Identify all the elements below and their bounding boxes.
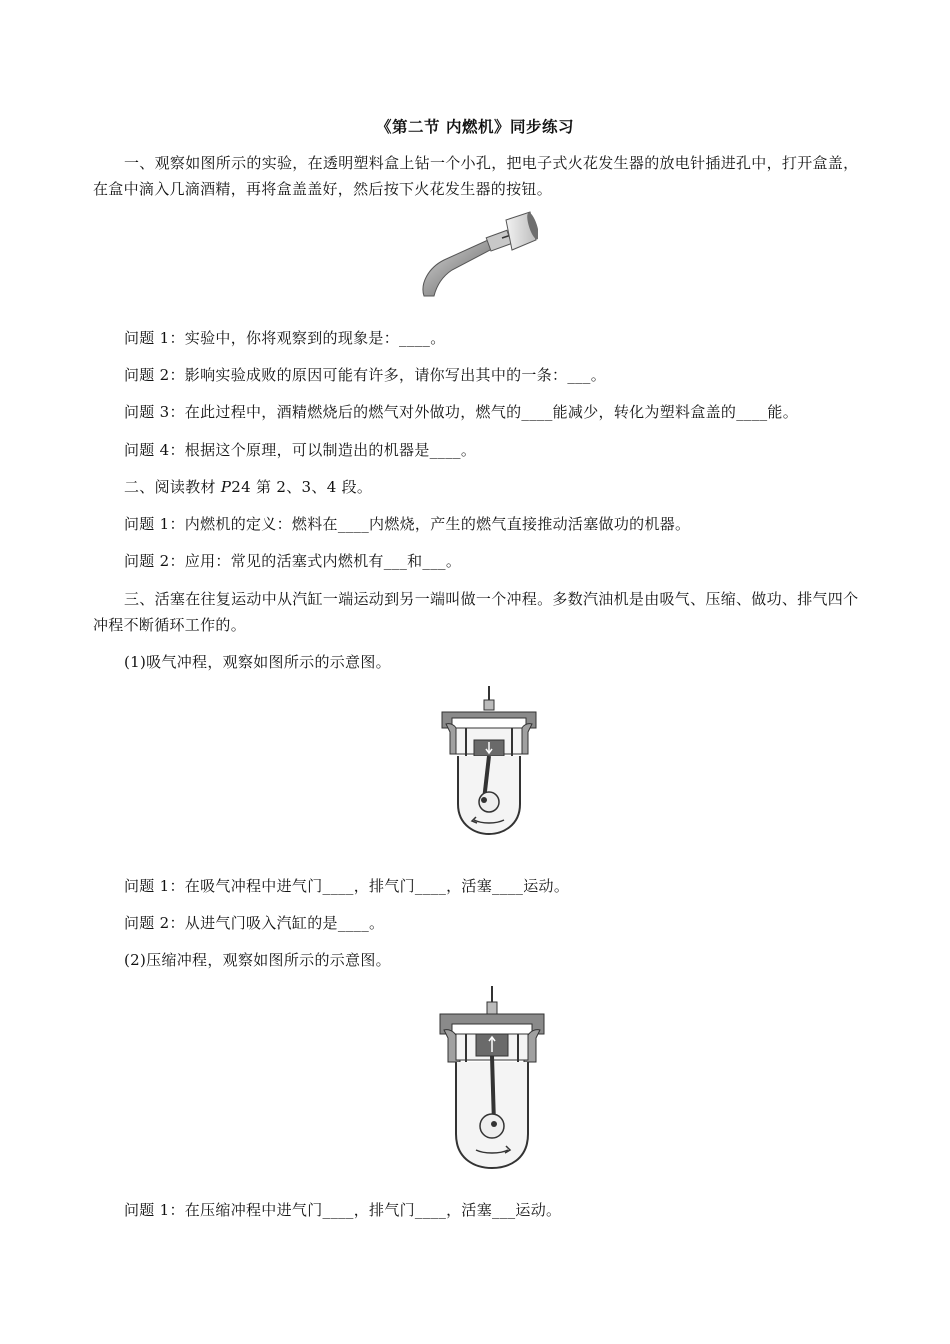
section1-question-2: 问题 2：影响实验成败的原因可能有许多，请你写出其中的一条：___。: [124, 366, 607, 384]
section2-question-2: 问题 2：应用：常见的活塞式内燃机有___和___。: [124, 552, 462, 570]
section2-intro: [124, 476, 372, 497]
section2-question-1: 问题 1：内燃机的定义：燃料在____内燃烧，产生的燃气直接推动活塞做功的机器。: [124, 515, 691, 533]
intake-stroke-heading: (1)吸气冲程，观察如图所示的示意图。: [124, 653, 391, 671]
section2-intro-prefix: 二、阅读教材: [124, 478, 221, 496]
compression-stroke-diagram: [436, 984, 548, 1172]
section2-intro-page: P: [220, 478, 232, 496]
compression-question-1: 问题 1：在压缩冲程中进气门____，排气门____，活塞___运动。: [124, 1201, 562, 1219]
section2-intro-suffix: 24 第 2、3、4 段。: [231, 478, 373, 496]
compression-stroke-heading: (2)压缩冲程，观察如图所示的示意图。: [124, 951, 391, 969]
spark-generator-figure: [418, 210, 538, 302]
section1-question-4: 问题 4：根据这个原理，可以制造出的机器是____。: [124, 441, 477, 459]
document-title: 《第二节 内燃机》同步练习: [376, 117, 574, 136]
section3-intro: 三、活塞在往复运动中从汽缸一端运动到另一端叫做一个冲程。多数汽油机是由吸气、压缩、做功、排气四个冲程不断循环工作的。: [93, 590, 859, 634]
section1-question-3: 问题 3：在此过程中，酒精燃烧后的燃气对外做功，燃气的____能减少，转化为塑料盒盖的____能。: [124, 403, 799, 421]
intake-stroke-diagram: [436, 684, 542, 838]
intake-question-2: 问题 2：从进气门吸入汽缸的是____。: [124, 914, 385, 932]
section1-question-1: 问题 1：实验中，你将观察到的现象是：____。: [124, 329, 446, 347]
intake-question-1: 问题 1：在吸气冲程中进气门____，排气门____，活塞____运动。: [124, 877, 570, 895]
section1-intro: 一、观察如图所示的实验，在透明塑料盒上钻一个小孔，把电子式火花发生器的放电针插进孔中，打开盒盖，在盒中滴入几滴酒精，再将盒盖盖好，然后按下火花发生器的按钮。: [93, 154, 859, 198]
